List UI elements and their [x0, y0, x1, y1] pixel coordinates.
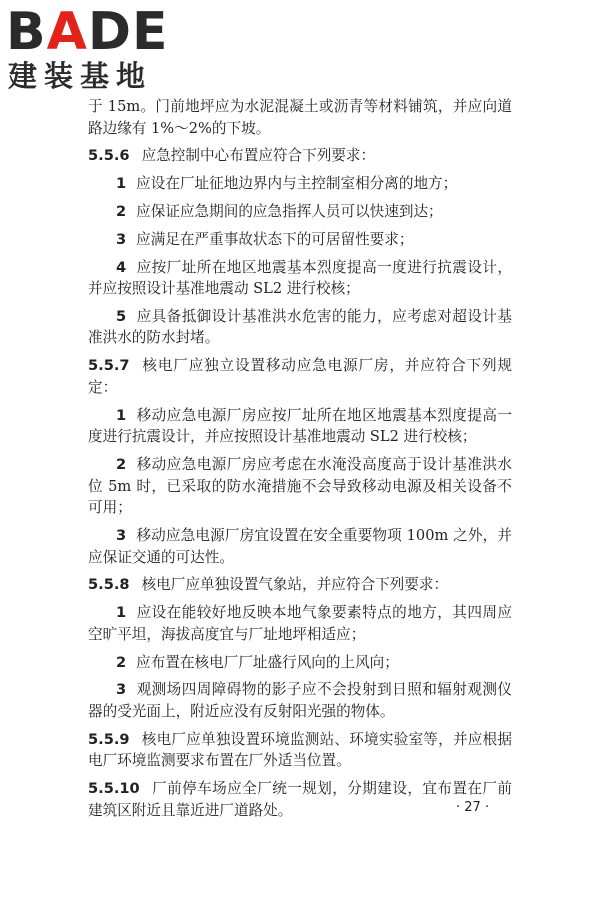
clause-number: 5.5.9 — [88, 730, 130, 748]
clause-5-5-7 — [88, 355, 512, 398]
item-number: 3 — [116, 681, 127, 699]
clause-text: 核电厂应独立设置移动应急电源厂房，并应符合下列规定： — [88, 357, 512, 396]
clause-5-5-6 — [88, 145, 512, 167]
item-text: 应按厂址所在地区地震基本烈度提高一度进行抗震设计，并应按照设计基准地震动 SL2 进行校核； — [88, 258, 512, 298]
item-number: 1 — [116, 604, 127, 622]
brand-logo — [6, 4, 169, 92]
item-text: 应设在厂址征地边界内与主控制室相分离的地方； — [136, 175, 458, 193]
list-item — [88, 602, 512, 645]
item-text: 应满足在严重事故状态下的可居留性要求； — [136, 230, 414, 248]
item-number: 1 — [116, 406, 127, 424]
logo-subtitle: 建装基地 — [8, 59, 153, 93]
item-number: 2 — [116, 653, 127, 671]
clause-text: 厂前停车场应全厂统一规划，分期建设，宜布置在厂前建筑区附近且靠近进厂道路处。 — [88, 780, 512, 819]
list-item — [88, 229, 512, 251]
clause-number: 5.5.7 — [88, 357, 130, 375]
item-number: 2 — [116, 456, 127, 473]
clause-text: 应急控制中心布置应符合下列要求： — [141, 147, 376, 165]
list-item — [88, 679, 512, 722]
item-text: 移动应急电源厂房应考虑在水淹没高度高于设计基准洪水位 5m 时，已采取的防水淹措施不会导致移动电源及相关设备不可用； — [88, 456, 512, 517]
list-item — [88, 405, 512, 448]
list-item — [88, 257, 512, 300]
list-item — [88, 201, 512, 223]
item-text: 应设在能较好地反映本地气象要素特点的地方，其四周应空旷平坦，海拔高度宜与厂址地坪相适应； — [88, 604, 512, 643]
clause-text: 核电厂应单独设置气象站，并应符合下列要求： — [141, 576, 449, 594]
item-number: 3 — [116, 526, 127, 544]
item-number: 3 — [116, 230, 127, 248]
clause-number: 5.5.8 — [88, 576, 130, 594]
item-text: 应保证应急期间的应急指挥人员可以快速到达； — [136, 202, 443, 220]
item-text: 移动应急电源厂房应按厂址所在地区地震基本烈度提高一度进行抗震设计，并应按照设计基准地震动 SL2 进行校核； — [88, 406, 512, 446]
clause-5-5-8 — [88, 574, 512, 596]
list-item — [88, 173, 512, 195]
clause-number: 5.5.10 — [88, 780, 140, 798]
paragraph-continuation: 于 15m。门前地坪应为水泥混凝土或沥青等材料铺筑，并应向道路边缘有 1%～2%的下坡。 — [88, 98, 512, 137]
clause-number: 5.5.6 — [88, 147, 130, 165]
list-item — [88, 454, 512, 519]
clause-text: 核电厂应单独设置环境监测站、环境实验室等，并应根据电厂环境监测要求布置在厂外适当位置。 — [88, 730, 512, 770]
list-item — [88, 306, 512, 349]
list-item — [88, 525, 512, 568]
item-text: 移动应急电源厂房宜设置在安全重要物项 100m 之外，并应保证交通的可达性。 — [88, 526, 512, 566]
logo-letter-b: B — [6, 2, 47, 62]
document-body — [88, 96, 512, 827]
item-number: 5 — [116, 307, 127, 325]
item-number: 1 — [116, 175, 127, 193]
logo-letter-a: A — [46, 2, 88, 62]
item-text: 应具备抵御设计基准洪水危害的能力，应考虑对超设计基准洪水的防水封堵。 — [88, 307, 512, 347]
item-text: 应布置在核电厂厂址盛行风向的上风向； — [136, 653, 399, 671]
clause-5-5-9 — [88, 729, 512, 772]
item-number: 4 — [116, 258, 127, 276]
item-text: 观测场四周障碍物的影子应不会投射到日照和辐射观测仪器的受光面上，附近应没有反射阳光强的物体。 — [88, 681, 512, 720]
page-number: · 27 · — [456, 800, 490, 815]
clause-5-5-10 — [88, 778, 512, 821]
item-number: 2 — [116, 202, 127, 220]
logo-wordmark — [6, 4, 169, 60]
list-item — [88, 652, 512, 674]
logo-letters-de: DE — [87, 2, 169, 62]
